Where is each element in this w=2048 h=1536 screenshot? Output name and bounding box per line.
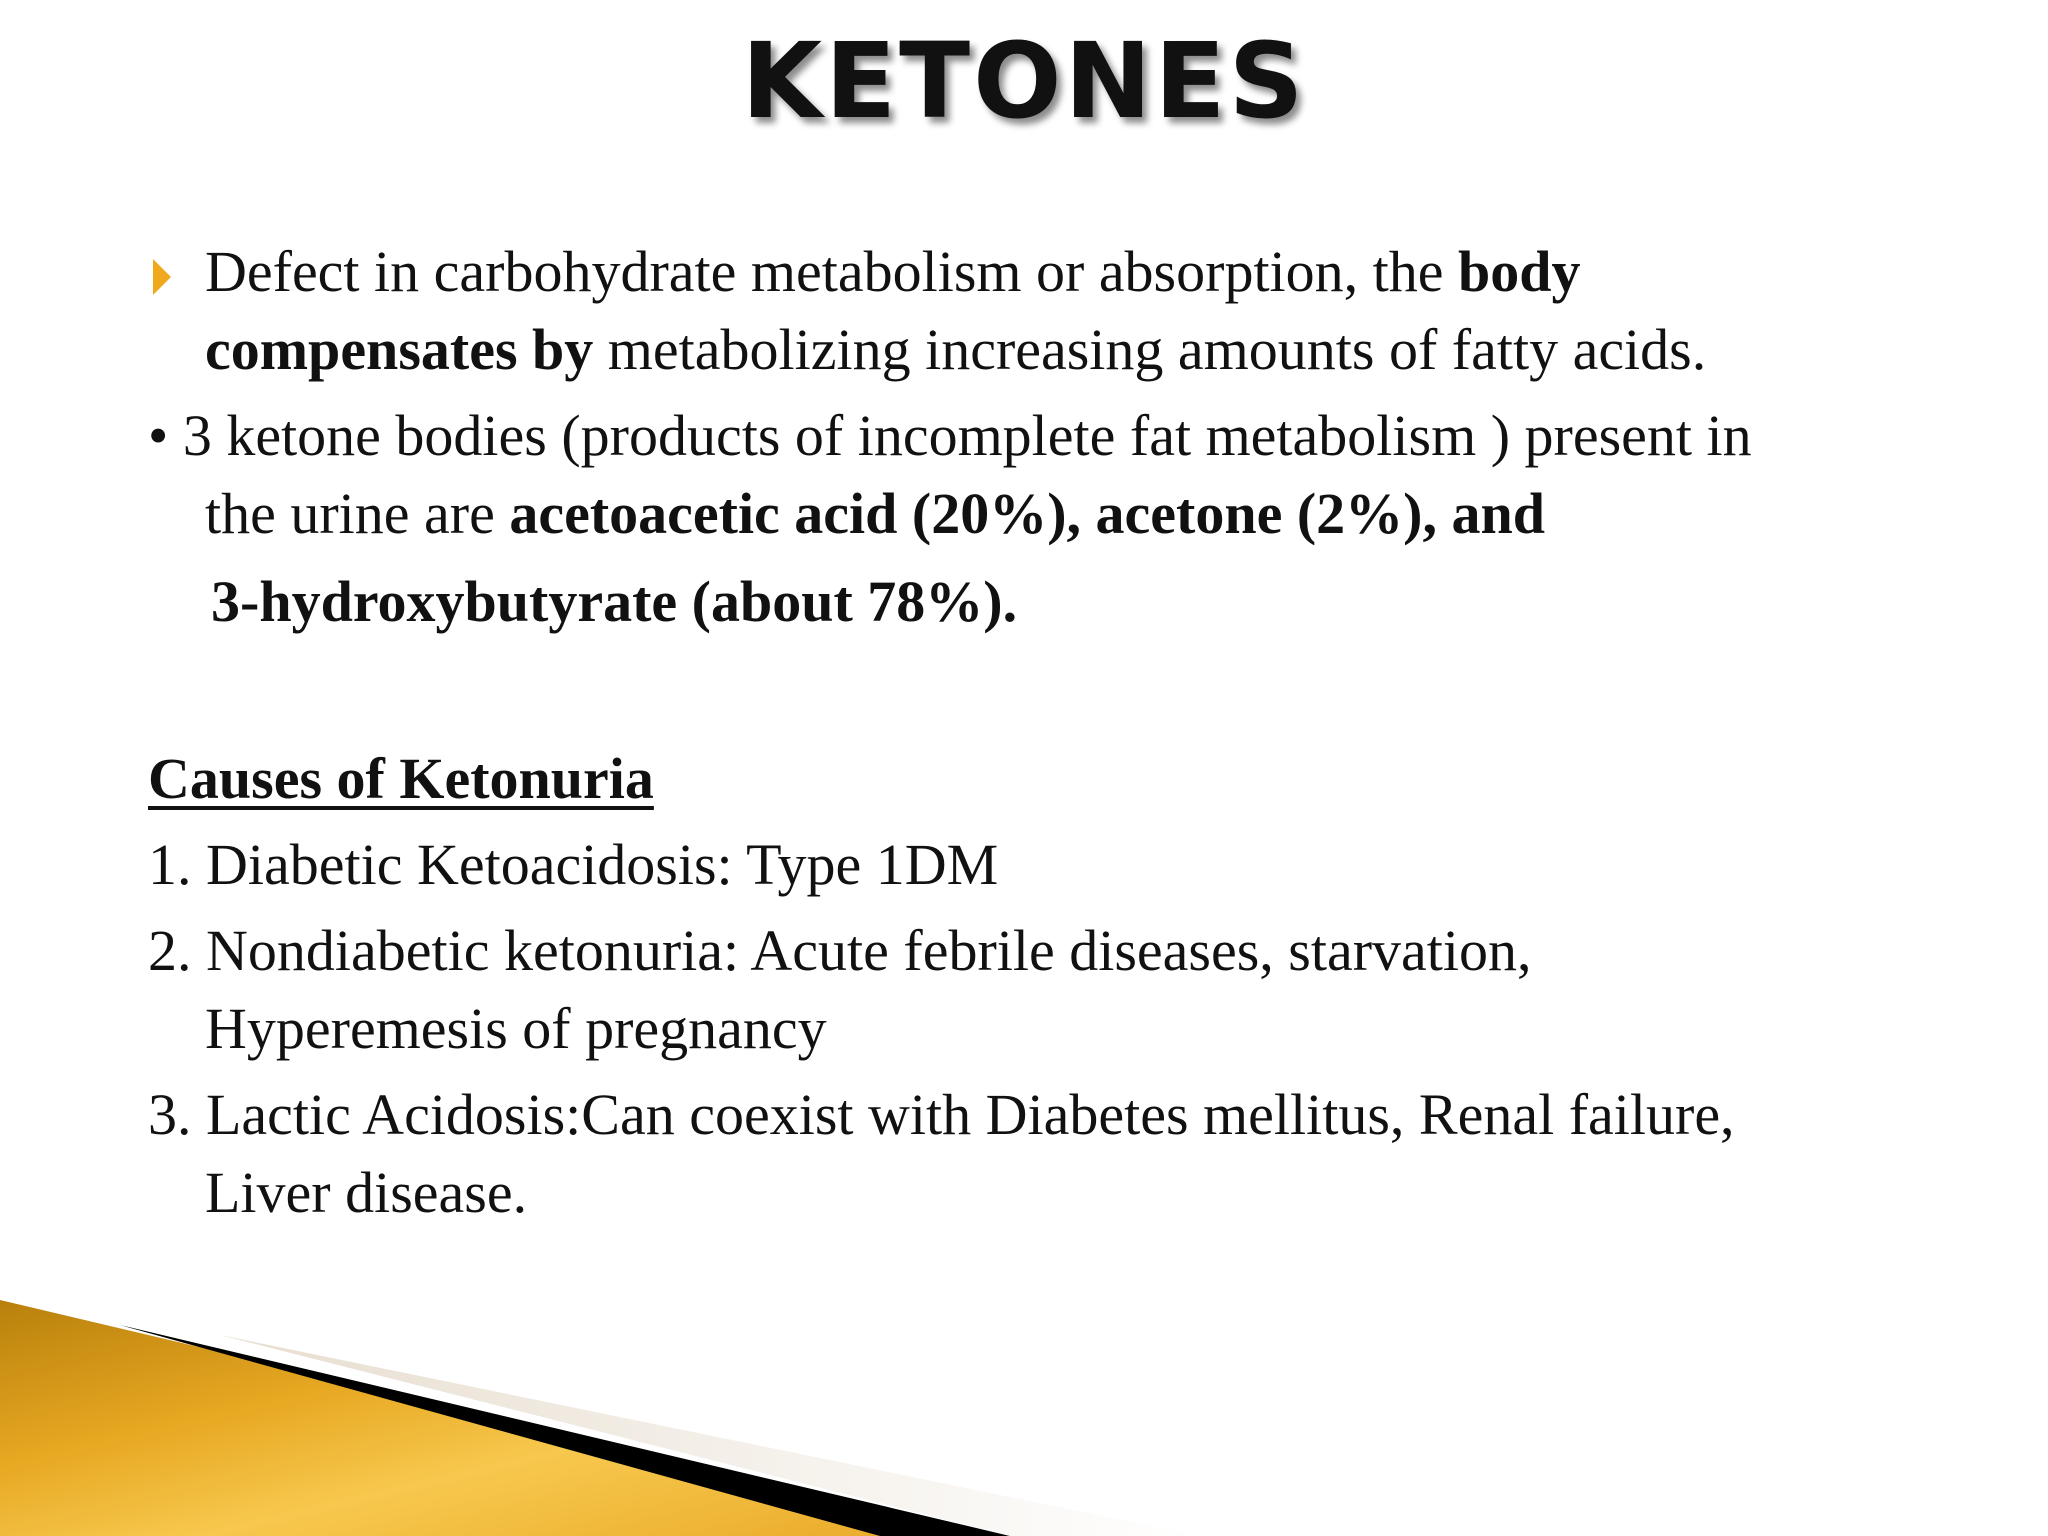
cause-item-1: 1. Diabetic Ketoacidosis: Type 1DM [148,832,999,897]
bullet1-line1 [205,234,1581,310]
bullet1-line2 [205,312,1706,388]
bullet2-marker: • [148,403,169,468]
bullet2-line3: 3-hydroxybutyrate (about 78%). [211,569,1018,634]
cause-item-3-line1: 3. Lactic Acidosis:Can coexist with Diabetes mellitus, Renal failure, [148,1082,1735,1147]
bullet1-text: Defect in carbohydrate metabolism or absorption, the [205,239,1459,304]
bullet2-text: 3 ketone bodies (products of incomplete fat metabolism ) present in [182,403,1752,468]
fade-stripe [220,1335,1200,1536]
cause-item-3-line2: Liver disease. [205,1160,528,1225]
bullet1-bold-compensates: compensates by [205,317,594,382]
bullet1-text-end: metabolizing increasing amounts of fatty acids. [593,317,1707,382]
bullet2-urine-text: the urine are [205,481,510,546]
bullet1-bold-body: body [1458,239,1581,304]
black-stripe [120,1325,1010,1536]
slide-title: KETONES [741,20,1307,142]
bullet2-line1 [148,398,1752,474]
gold-swoosh-shape [0,1300,1000,1536]
bullet2-bold-acids: acetoacetic acid (20%), acetone (2%), and [509,481,1545,546]
cause-item-2-line1: 2. Nondiabetic ketonuria: Acute febrile diseases, starvation, [148,918,1532,983]
cause-item-2-line2: Hyperemesis of pregnancy [205,996,827,1061]
bullet-arrow-icon [153,259,171,295]
causes-heading: Causes of Ketonuria [148,746,654,811]
bullet2-line2 [205,476,1545,552]
